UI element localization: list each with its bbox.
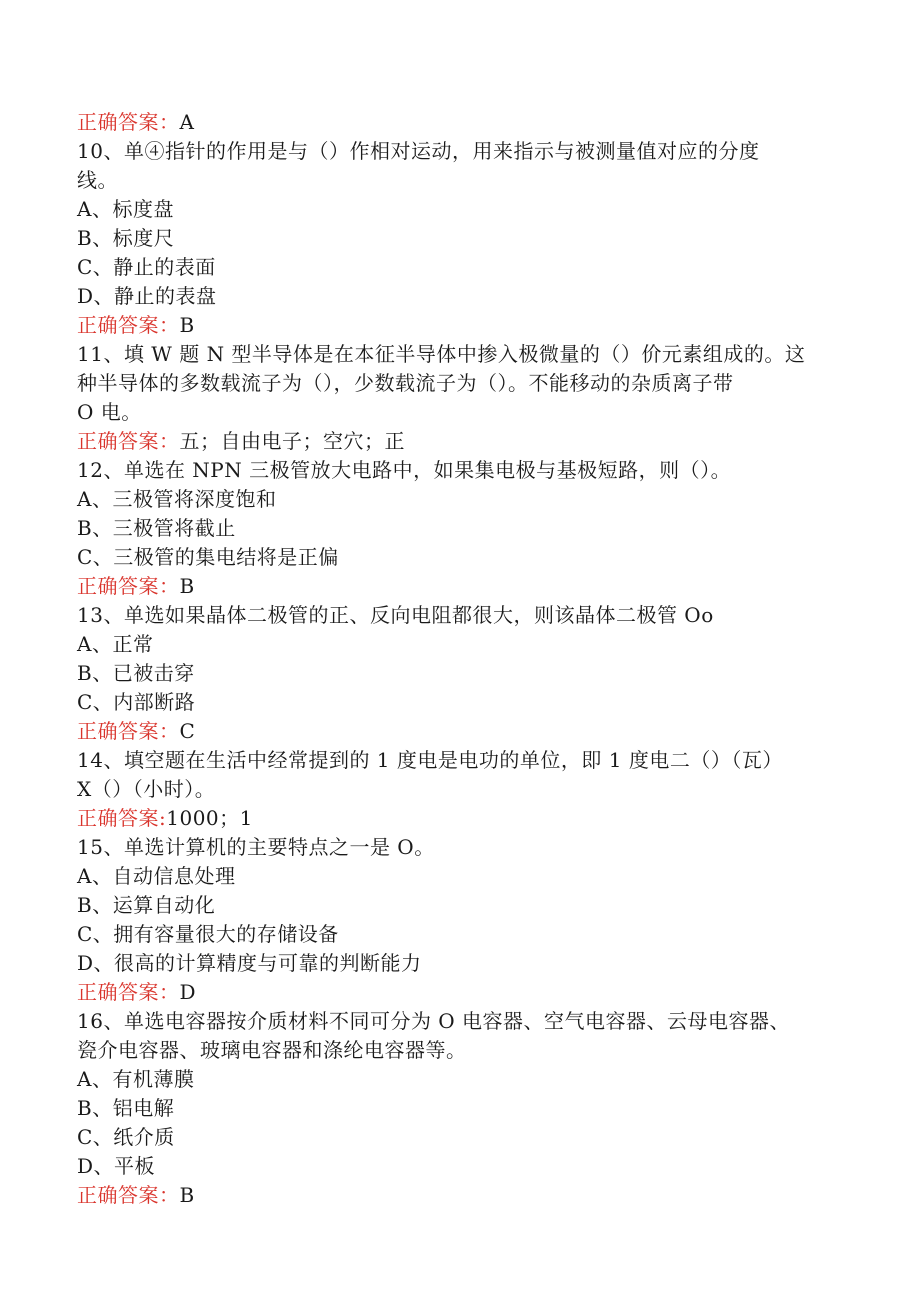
option-line: C、三极管的集电结将是正偏 [77,545,339,569]
answer-line [77,804,837,833]
question-line: 12、单选在 NPN 三极管放大电路中，如果集电极与基极短路，则（）。 [77,458,732,482]
option-line: B、铝电解 [77,1096,175,1120]
answer-line [77,572,837,601]
answer-label: 正确答案: [77,806,167,830]
option-line: A、正常 [77,632,154,656]
answer-value: D [179,980,197,1004]
question-line: 种半导体的多数载流子为（），少数载流子为（）。不能移动的杂质离子带 [77,371,734,395]
question-line: X（）（小时）。 [77,777,216,801]
option-line: D、很高的计算精度与可靠的判断能力 [77,951,422,975]
question-line: 16、单选电容器按介质材料不同可分为 O 电容器、空气电容器、云母电容器、 [77,1009,791,1033]
answer-label: 正确答案： [77,574,180,598]
document-page [77,108,837,1210]
question-line: 13、单选如果晶体二极管的正、反向电阻都很大，则该晶体二极管 Oo [77,603,714,627]
option-line: C、纸介质 [77,1125,175,1149]
question-line: 10、单④指针的作用是与（）作相对运动，用来指示与被测量值对应的分度 [77,139,760,163]
answer-label: 正确答案： [77,1183,180,1207]
option-line: C、拥有容量很大的存储设备 [77,922,339,946]
option-line: A、标度盘 [77,197,174,221]
answer-value: 五；自由电子；空穴；正 [179,429,405,453]
option-line: A、三极管将深度饱和 [77,487,277,511]
answer-value: B [179,1183,195,1207]
answer-line [77,427,837,456]
answer-label: 正确答案： [77,110,180,134]
answer-value: C [179,719,196,743]
option-line: A、有机薄膜 [77,1067,195,1091]
answer-label: 正确答案： [77,719,180,743]
option-line: D、平板 [77,1154,156,1178]
option-line: B、运算自动化 [77,893,216,917]
option-line: B、三极管将截止 [77,516,236,540]
question-line: 14、填空题在生活中经常提到的 1 度电是电功的单位，即 1 度电二（）（瓦） [77,748,783,772]
answer-line [77,717,837,746]
option-line: D、静止的表盘 [77,284,217,308]
answer-value: B [179,574,195,598]
answer-line [77,311,837,340]
question-line: 11、填 W 题 N 型半导体是在本征半导体中掺入极微量的（）价元素组成的。这 [77,342,806,366]
question-line: 线。 [77,168,118,192]
option-line: A、自动信息处理 [77,864,236,888]
option-line: B、已被击穿 [77,661,195,685]
question-line: 瓷介电容器、玻璃电容器和涤纶电容器等。 [77,1038,467,1062]
question-line: 15、单选计算机的主要特点之一是 O。 [77,835,435,859]
answer-label: 正确答案： [77,980,180,1004]
answer-label: 正确答案： [77,313,180,337]
option-line: B、标度尺 [77,226,175,250]
option-line: C、内部断路 [77,690,196,714]
answer-value: A [179,110,195,134]
answer-line [77,108,837,137]
question-line: O 电。 [77,400,142,424]
option-line: C、静止的表面 [77,255,216,279]
answer-line [77,1181,837,1210]
answer-label: 正确答案： [77,429,180,453]
answer-line [77,978,837,1007]
answer-value: B [179,313,195,337]
answer-value: 1000；1 [166,806,253,830]
